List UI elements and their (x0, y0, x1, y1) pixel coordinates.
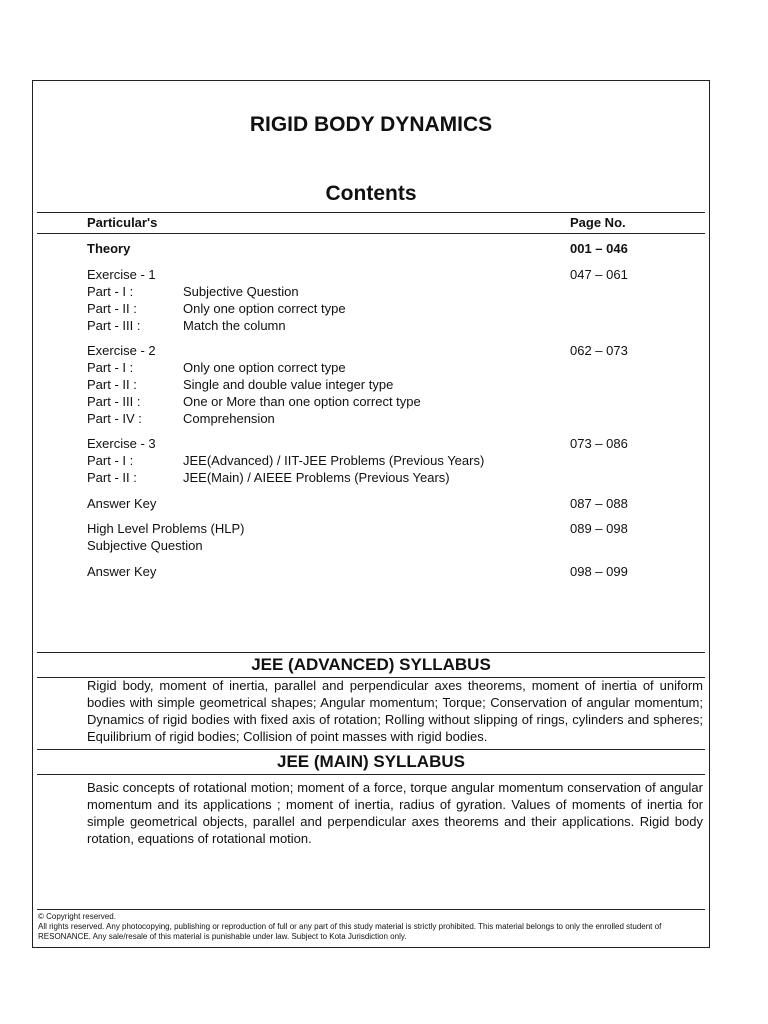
divider (37, 652, 705, 653)
divider (37, 909, 705, 910)
row-page-range: 073 – 086 (570, 436, 628, 451)
advanced-syllabus-text: Rigid body, moment of inertia, parallel and perpendicular axes theorems, moment of inertia of uniform bodies with simple geometrical shapes; Angular momentum; Torque; Conservation of angular momentum; Dynamics of rigid bodies with fixed axis of rotation; Rolling without slipping of rings, cylinders and spheres; Equilibrium of rigid bodies; Collision of point masses with rigid bodies. (87, 678, 703, 744)
row-label: Part - III : (87, 394, 141, 409)
row-page-range: 047 – 061 (570, 267, 628, 282)
row-label: Part - IV : (87, 411, 142, 426)
table-row (87, 240, 647, 257)
table-row (87, 376, 647, 393)
row-label: Part - II : (87, 470, 137, 485)
row-label: Answer Key (87, 564, 157, 579)
row-page-range: 001 – 046 (570, 241, 628, 256)
page-no-header: Page No. (570, 215, 626, 230)
page-title: RIGID BODY DYNAMICS (249, 113, 493, 136)
table-row (87, 563, 647, 580)
table-row (87, 283, 647, 300)
table-row (87, 266, 647, 283)
main-syllabus-text: Basic concepts of rotational motion; moment of a force, torque angular momentum conservation of angular momentum and its applications ; moment of inertia, radius of gyration. Values of moments of inertia for simple geometrical objects, parallel and perpendicular axes theorems and their applications. Rigid body rotation, equations of rotational motion. (87, 780, 703, 846)
row-label: Part - II : (87, 377, 137, 392)
row-label: Exercise - 1 (87, 267, 156, 282)
particulars-header: Particular's (87, 215, 158, 230)
row-description: Subjective Question (183, 284, 299, 299)
main-syllabus-heading: JEE (MAIN) SYLLABUS (277, 752, 465, 771)
table-row (87, 537, 647, 554)
row-label: Exercise - 2 (87, 343, 156, 358)
divider (37, 774, 705, 775)
row-description: Only one option correct type (183, 301, 346, 316)
row-description: One or More than one option correct type (183, 394, 421, 409)
copyright-line: © Copyright reserved. (38, 912, 116, 921)
table-row (87, 469, 647, 486)
contents-heading: Contents (325, 182, 417, 205)
row-label: Part - I : (87, 453, 134, 468)
row-label: Part - III : (87, 318, 141, 333)
table-row (87, 317, 647, 334)
row-description: Only one option correct type (183, 360, 346, 375)
table-row (87, 342, 647, 359)
row-description: Match the column (183, 318, 286, 333)
table-row (87, 452, 647, 469)
divider (37, 212, 705, 213)
row-label: Theory (87, 241, 131, 256)
rights-notice: All rights reserved. Any photocopying, publishing or reproduction of full or any part of this study material is strictly prohibited. This material belongs to only the enrolled student of RESONANCE. Any sale/resale of this material is punishable under law. Subject to Kota Jurisdiction only. (38, 922, 662, 941)
row-description: JEE(Advanced) / IIT-JEE Problems (Previous Years) (183, 453, 485, 468)
row-label: Exercise - 3 (87, 436, 156, 451)
table-row (87, 435, 647, 452)
row-description: Single and double value integer type (183, 377, 394, 392)
row-label: Answer Key (87, 496, 157, 511)
table-row (87, 300, 647, 317)
row-page-range: 087 – 088 (570, 496, 628, 511)
row-description: JEE(Main) / AIEEE Problems (Previous Years) (183, 470, 450, 485)
row-page-range: 098 – 099 (570, 564, 628, 579)
row-label: Part - I : (87, 360, 134, 375)
table-header (87, 214, 647, 231)
divider (37, 233, 705, 234)
table-row (87, 359, 647, 376)
row-page-range: 062 – 073 (570, 343, 628, 358)
row-label: Part - I : (87, 284, 134, 299)
row-label: Subjective Question (87, 538, 203, 553)
advanced-syllabus-heading: JEE (ADVANCED) SYLLABUS (251, 655, 491, 674)
row-label: High Level Problems (HLP) (87, 521, 245, 536)
table-row (87, 393, 647, 410)
table-row (87, 410, 647, 427)
row-description: Comprehension (183, 411, 275, 426)
table-row (87, 520, 647, 537)
divider (37, 749, 705, 750)
row-page-range: 089 – 098 (570, 521, 628, 536)
copyright-footer (38, 912, 703, 942)
table-row (87, 495, 647, 512)
row-label: Part - II : (87, 301, 137, 316)
